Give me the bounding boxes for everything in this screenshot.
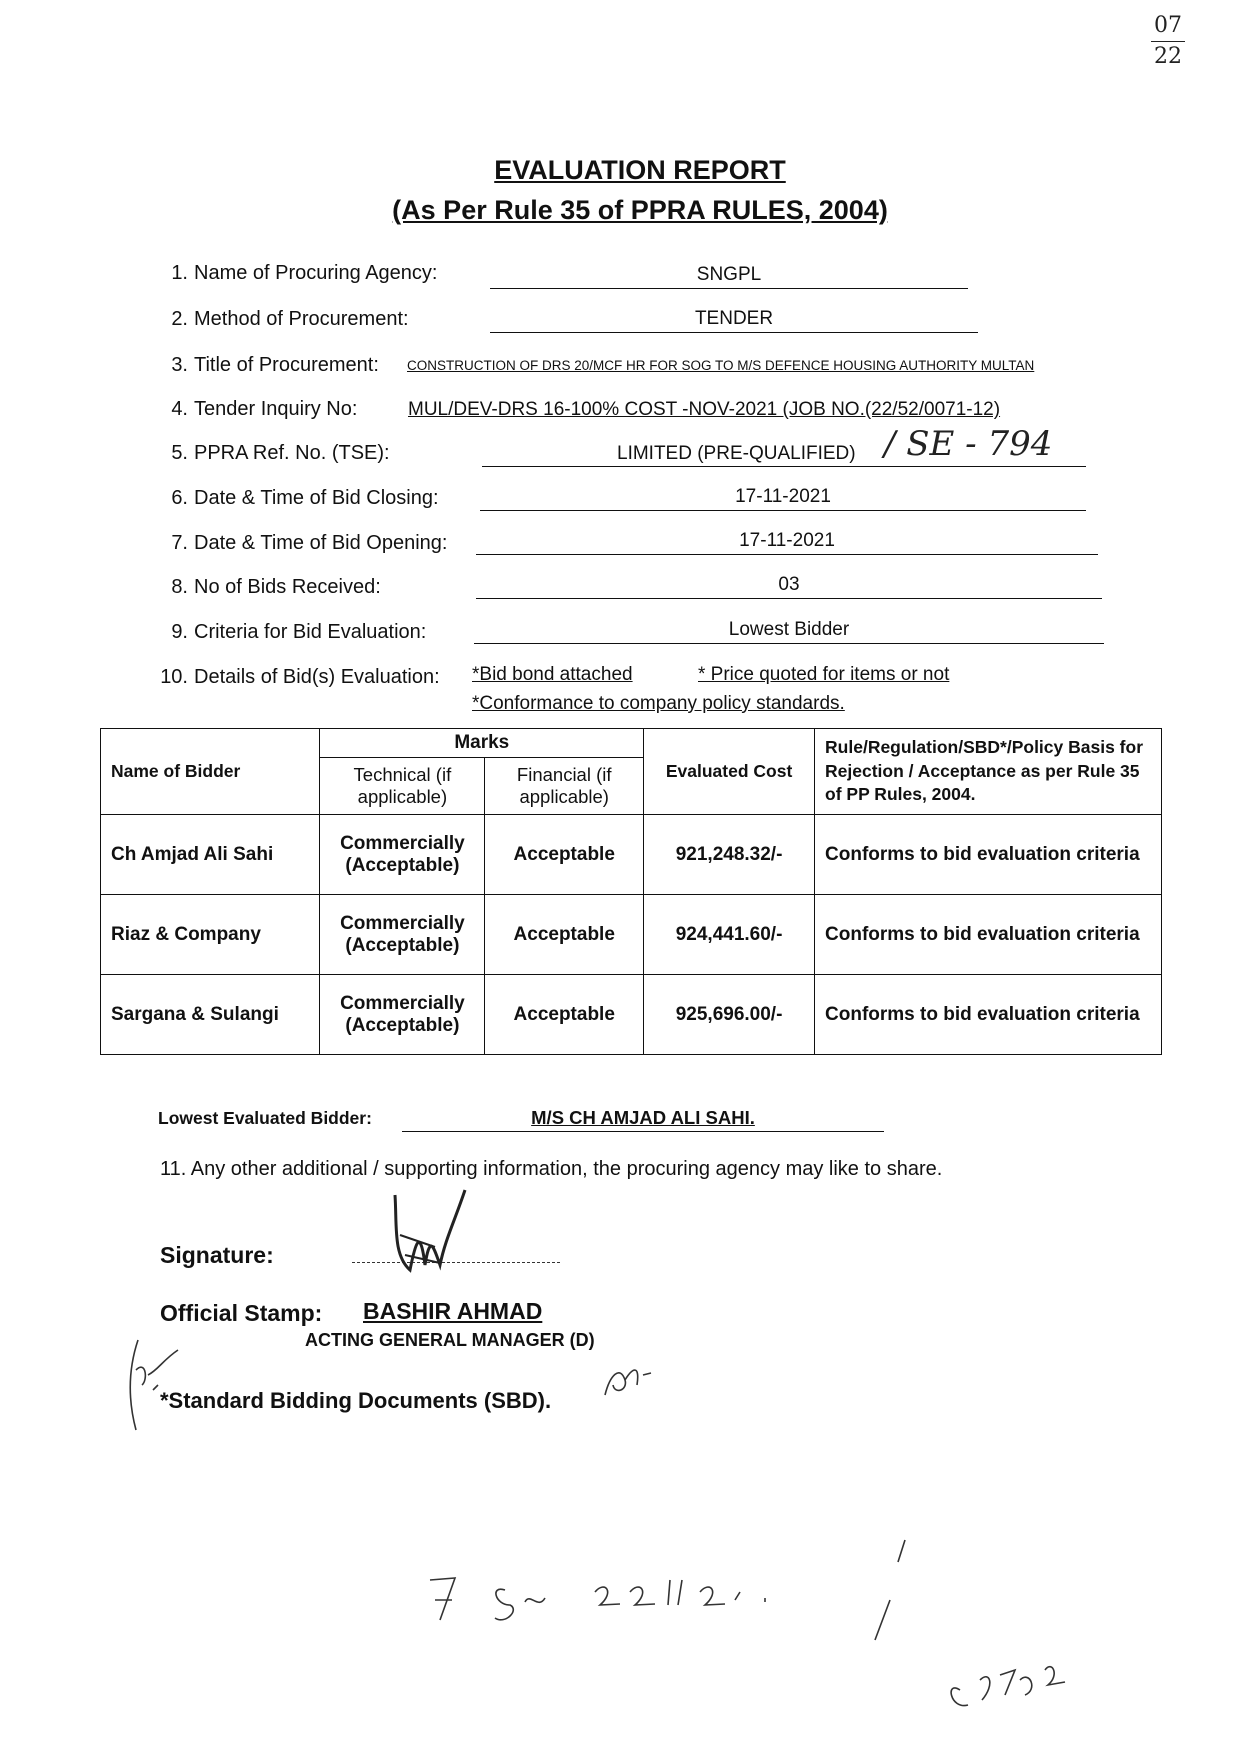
bidder-name: Riaz & Company bbox=[101, 895, 320, 975]
field-label: Title of Procurement: bbox=[194, 354, 379, 376]
field-value-tender-inquiry: MUL/DEV-DRS 16-100% COST -NOV-2021 (JOB NO.(22/52/0071-12) bbox=[408, 399, 1001, 420]
field-label: PPRA Ref. No. (TSE): bbox=[194, 442, 390, 464]
stamp-name: BASHIR AHMAD bbox=[363, 1298, 543, 1324]
header-basis: Rule/Regulation/SBD*/Policy Basis for Rejection / Acceptance as per Rule 35 of PP Rules, 2004. bbox=[815, 729, 1162, 815]
header-bidder-name: Name of Bidder bbox=[101, 729, 320, 815]
technical-mark: Commercially (Acceptable) bbox=[320, 815, 485, 895]
financial-mark: Acceptable bbox=[485, 895, 644, 975]
bidder-name: Sargana & Sulangi bbox=[101, 975, 320, 1055]
table-row bbox=[101, 895, 1162, 975]
page-number-bottom: 22 bbox=[1154, 44, 1182, 70]
field-label: Date & Time of Bid Opening: bbox=[194, 532, 448, 554]
field-bid-evaluation-details bbox=[150, 666, 440, 696]
bidder-name: Ch Amjad Ali Sahi bbox=[101, 815, 320, 895]
lowest-bidder-value: M/S CH AMJAD ALI SAHI. bbox=[402, 1105, 884, 1132]
field-label: Date & Time of Bid Closing: bbox=[194, 487, 439, 509]
field-bids-received bbox=[150, 576, 381, 606]
field-value-title: CONSTRUCTION OF DRS 20/MCF HR FOR SOG TO M/S DEFENCE HOUSING AUTHORITY MULTAN bbox=[407, 358, 1035, 373]
additional-info-item: 11. Any other additional / supporting information, the procuring agency may like to share. bbox=[160, 1158, 943, 1180]
field-number: 7. bbox=[171, 532, 188, 554]
field-value-method: TENDER bbox=[490, 306, 978, 333]
criteria-conformance: *Conformance to company policy standards. bbox=[472, 693, 845, 714]
financial-mark: Acceptable bbox=[485, 975, 644, 1055]
field-ppra-ref bbox=[150, 442, 390, 472]
field-label: No of Bids Received: bbox=[194, 576, 381, 598]
evaluation-basis: Conforms to bid evaluation criteria bbox=[815, 975, 1162, 1055]
header-evaluated-cost: Evaluated Cost bbox=[644, 729, 815, 815]
evaluated-cost: 921,248.32/- bbox=[644, 815, 815, 895]
field-number: 1. bbox=[171, 262, 188, 284]
field-label: Tender Inquiry No: bbox=[194, 398, 358, 420]
title-line-1: EVALUATION REPORT bbox=[494, 155, 786, 185]
field-bid-closing bbox=[150, 487, 439, 517]
stamp-title: ACTING GENERAL MANAGER (D) bbox=[305, 1330, 595, 1350]
handwritten-annotation bbox=[420, 1530, 1140, 1730]
field-label: Criteria for Bid Evaluation: bbox=[194, 621, 427, 643]
field-value-procuring-agency: SNGPL bbox=[490, 262, 968, 289]
field-number: 8. bbox=[171, 576, 188, 598]
field-criteria bbox=[150, 621, 426, 651]
field-number: 10. bbox=[160, 666, 188, 688]
ppra-ref-text: LIMITED (PRE-QUALIFIED) bbox=[617, 443, 856, 464]
page-number bbox=[1151, 14, 1185, 69]
evaluated-cost: 924,441.60/- bbox=[644, 895, 815, 975]
sbd-footnote: *Standard Bidding Documents (SBD). bbox=[160, 1388, 552, 1413]
technical-mark: Commercially (Acceptable) bbox=[320, 975, 485, 1055]
report-title bbox=[0, 150, 1245, 230]
technical-mark: Commercially (Acceptable) bbox=[320, 895, 485, 975]
official-stamp-label: Official Stamp: bbox=[160, 1300, 323, 1326]
field-value-bid-opening: 17-11-2021 bbox=[476, 528, 1098, 555]
initials-mark-left bbox=[118, 1330, 198, 1440]
field-number: 5. bbox=[171, 442, 188, 464]
title-line-2: (As Per Rule 35 of PPRA RULES, 2004) bbox=[392, 195, 888, 225]
lowest-bidder-label: Lowest Evaluated Bidder: bbox=[158, 1108, 372, 1128]
field-label: Name of Procuring Agency: bbox=[194, 262, 438, 284]
table-row bbox=[101, 975, 1162, 1055]
field-number: 4. bbox=[171, 398, 188, 420]
table-row bbox=[101, 815, 1162, 895]
evaluation-basis: Conforms to bid evaluation criteria bbox=[815, 815, 1162, 895]
field-value-bids-received: 03 bbox=[476, 572, 1102, 599]
initials-mark-right bbox=[595, 1355, 655, 1405]
field-method bbox=[150, 308, 409, 338]
field-label: Details of Bid(s) Evaluation: bbox=[194, 666, 440, 688]
field-bid-opening bbox=[150, 532, 447, 562]
criteria-bid-bond: *Bid bond attached bbox=[472, 664, 633, 685]
field-value-criteria: Lowest Bidder bbox=[474, 617, 1104, 644]
field-number: 3. bbox=[171, 354, 188, 376]
field-value-bid-closing: 17-11-2021 bbox=[480, 484, 1086, 511]
field-label: Method of Procurement: bbox=[194, 308, 409, 330]
signature-label: Signature: bbox=[160, 1242, 274, 1268]
page-number-top: 07 bbox=[1154, 13, 1182, 38]
criteria-price-quoted: * Price quoted for items or not bbox=[698, 664, 950, 685]
field-number: 6. bbox=[171, 487, 188, 509]
table-header-row bbox=[101, 729, 1162, 758]
evaluation-basis: Conforms to bid evaluation criteria bbox=[815, 895, 1162, 975]
bid-evaluation-table bbox=[100, 728, 1162, 1055]
field-procuring-agency bbox=[150, 262, 437, 292]
field-number: 9. bbox=[171, 621, 188, 643]
page-number-divider bbox=[1151, 41, 1185, 42]
header-financial: Financial (if applicable) bbox=[485, 758, 644, 815]
field-title bbox=[150, 354, 379, 384]
signature-mark bbox=[385, 1185, 475, 1285]
financial-mark: Acceptable bbox=[485, 815, 644, 895]
field-tender-inquiry bbox=[150, 398, 357, 428]
evaluated-cost: 925,696.00/- bbox=[644, 975, 815, 1055]
header-technical: Technical (if applicable) bbox=[320, 758, 485, 815]
field-number: 2. bbox=[171, 308, 188, 330]
handwritten-ref-number: / SE - 794 bbox=[884, 424, 1053, 464]
header-marks: Marks bbox=[320, 729, 644, 758]
